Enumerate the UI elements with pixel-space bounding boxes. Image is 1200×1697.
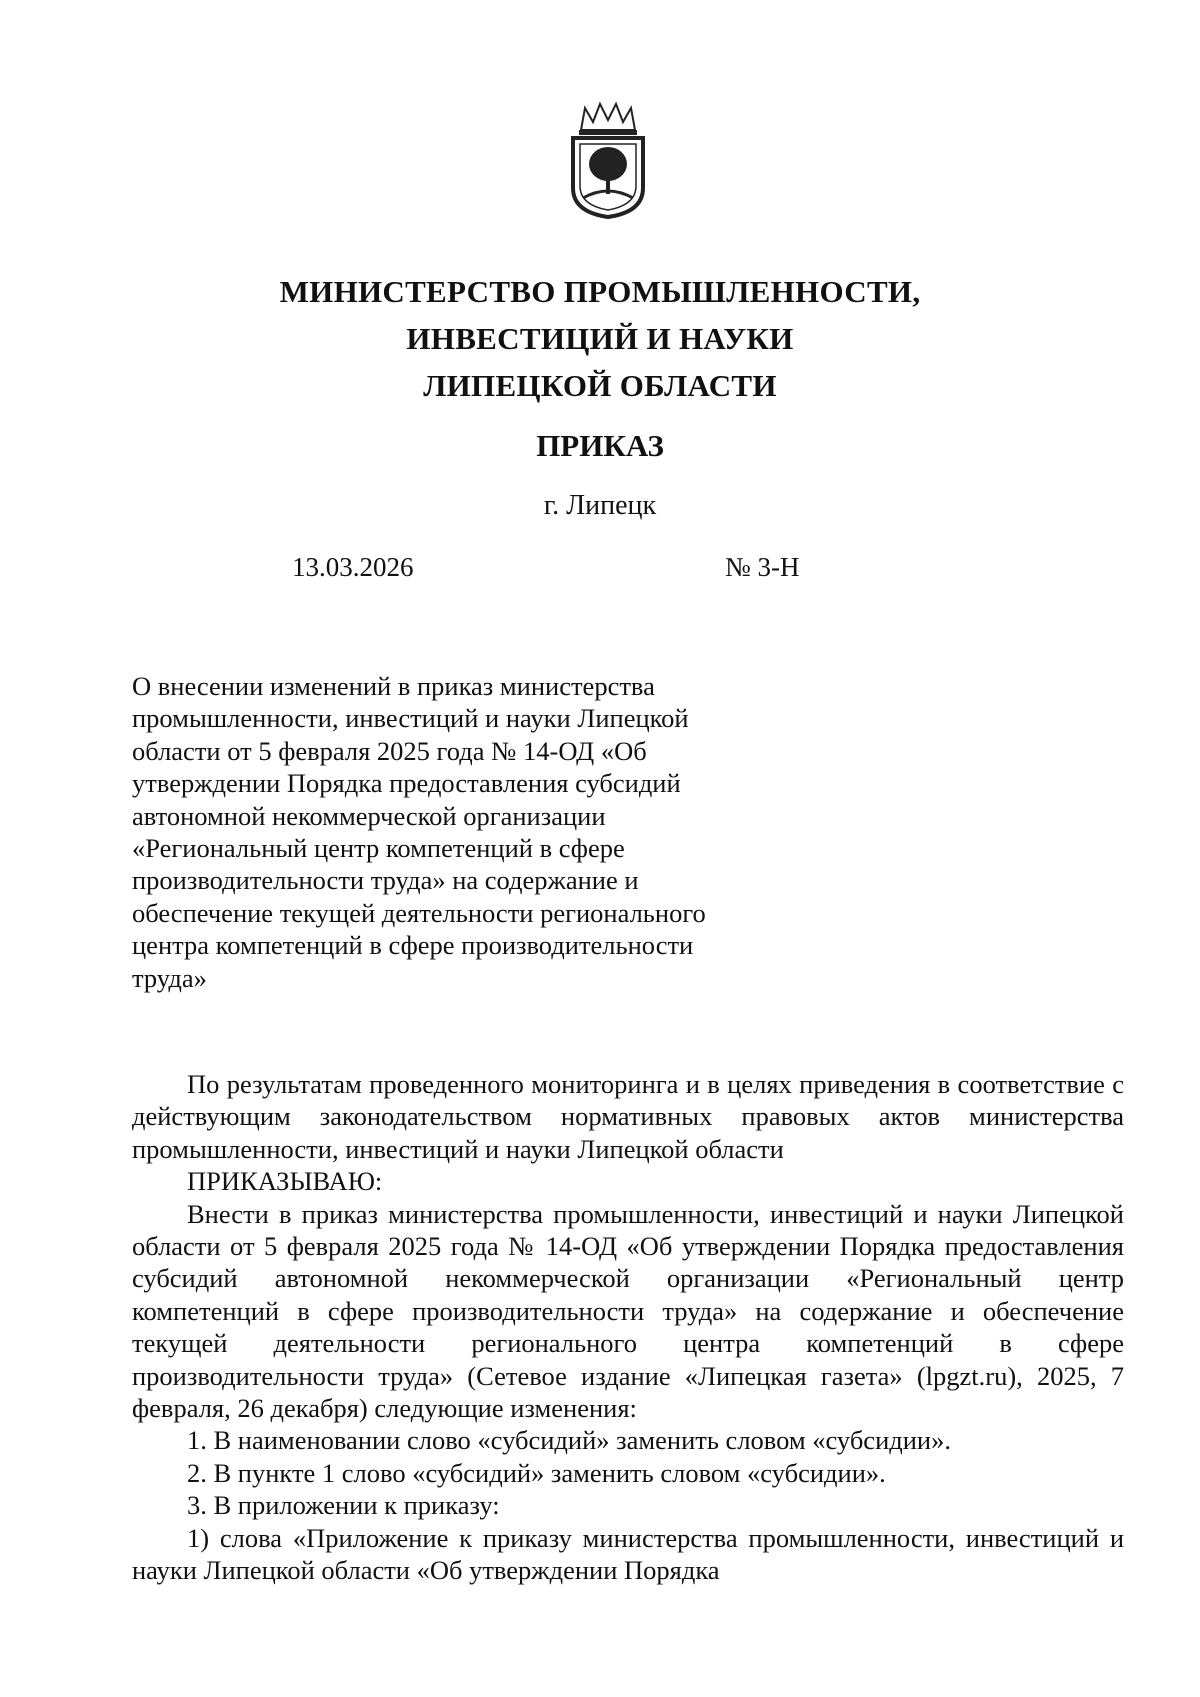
order-subject: О внесении изменений в приказ министерства промышленности, инвестиций и науки Липецкой области от 5 февраля 2025 года № 14-ОД «Об утверждении Порядка предоставления субсидий автономной некоммерческой организации «Региональный центр компетенций в сфере производительности труда» на содержание и обеспечение текущей деятельности регионального центра компетенций в сфере производительности труда» xyxy=(132,671,706,993)
ministry-name-line: МИНИСТЕРСТВО ПРОМЫШЛЕННОСТИ, xyxy=(279,274,921,309)
coat-of-arms-icon xyxy=(563,100,653,220)
ministry-name-line: ИНВЕСТИЦИЙ И НАУКИ xyxy=(406,321,794,356)
order-number: № 3-Н xyxy=(725,552,800,582)
main-paragraph: Внести в приказ министерства промышленности, инвестиций и науки Липецкой области от 5 февраля 2025 года № 14-ОД «Об утверждении Порядка предоставления субсидий автономной некоммерческой организации «Региональный центр компетенций в сфере производительности труда» на содержание и обеспечение текущей деятельности регионального центра компетенций в сфере производительности труда» (Сетевое издание «Липецкая газета» (lpgzt.ru), 2025, 7 февраля, 26 декабря) следующие изменения: xyxy=(132,1198,1124,1424)
list-item: 2. В пункте 1 слово «субсидий» заменить словом «субсидии». xyxy=(187,1457,886,1488)
city: г. Липецк xyxy=(543,490,657,521)
order-body xyxy=(132,1068,1124,1587)
ministry-name xyxy=(0,268,1200,409)
order-title: ПРИКАЗ xyxy=(536,428,664,463)
list-item: 1) слова «Приложение к приказу министерства промышленности, инвестиций и науки Липецкой области «Об утверждении Порядка xyxy=(132,1522,1124,1586)
ministry-name-line: ЛИПЕЦКОЙ ОБЛАСТИ xyxy=(423,368,777,403)
order-date: 13.03.2026 xyxy=(292,552,414,582)
preamble-paragraph: По результатам проведенного мониторинга и в целях приведения в соответствие с действующим законодательством нормативных правовых актов министерства промышленности, инвестиций и науки Липецкой области xyxy=(132,1069,1124,1164)
list-item: 3. В приложении к приказу: xyxy=(187,1490,500,1521)
list-item: 1. В наименовании слово «субсидий» заменить словом «субсидии». xyxy=(187,1425,951,1456)
order-word: ПРИКАЗЫВАЮ: xyxy=(187,1166,383,1197)
